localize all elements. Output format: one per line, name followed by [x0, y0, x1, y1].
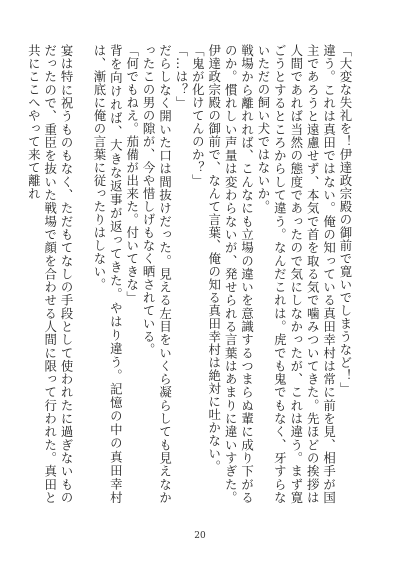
paragraph: 背を向ければ、大きな返事が返ってきた。やはり違う。記憶の中の真田幸村は、漸底に俺の言葉に従ったりはしない。 — [91, 44, 124, 504]
dialogue-line: 「何でもねえ。茄備が出来た。付いてきな」 — [124, 44, 140, 304]
vertical-text-body — [26, 44, 353, 504]
paragraph: だらしなく開いた口は間抜けだった。見える左目をいくら凝らしても見えなかったこの男の隙が、今や惜しげもなく晒されている。 — [141, 44, 173, 504]
scene-break — [74, 44, 90, 504]
paragraph: 戦場から離れれば、こんなにも立場の違いを意識するつまらぬ輩に成り下がるのか。慣れしい声量は変わらないが、発せられる言葉はあまりに違いすぎた。伊達政宗殿の御前で、なんて言葉、俺の知る真田幸村は絶対に吐かない。 — [206, 44, 255, 504]
dialogue-line: 「大変な失礼を！伊達政宗殿の御前で寛いでしまうなど！」 — [338, 44, 353, 395]
paragraph: 違う。これは真田ではない。俺の知っている真田幸村は常に前を見、相手が国主であろうと遠慮せず、本気で首を取る気で噛みついてきた。先ほどの挨拶は人間であれば当然の態度であったので気にしなかったが、これは違う。まず寛ごうとするところからして違う。なんだこれは。虎でも鬼でもなく、牙すらないただの飼い犬ではないか。 — [255, 44, 337, 504]
dialogue-line: 「鬼が化けてんのか？」 — [190, 44, 206, 187]
paragraph: 宴は特に祝うものもなく、ただもてなしの手段として使われたに過ぎないものだったので、重臣を抜いた戦場で顔を合わせる人間に限って行われた。真田と共にここへやって来て離れ — [26, 44, 75, 504]
page-number: 20 — [194, 531, 206, 541]
dialogue-line: 「…は？」 — [173, 44, 189, 109]
